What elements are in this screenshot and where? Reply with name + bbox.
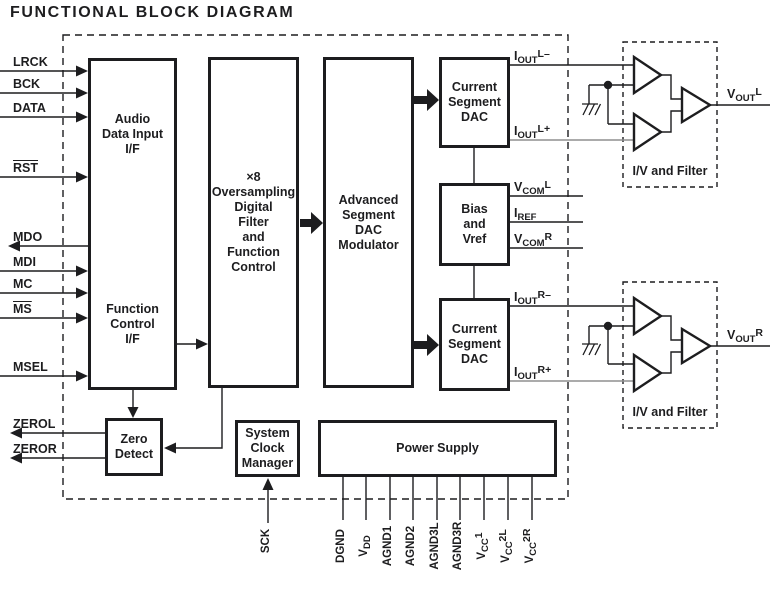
pin-label-ms: $\overline{MS}$ — [13, 302, 32, 316]
op-amp-icon — [634, 114, 661, 150]
pin-label-iref: $I_{REF}$ — [514, 206, 537, 223]
pin-label-zeror: ZEROR — [13, 442, 57, 456]
ground-icon — [582, 344, 601, 355]
arrowhead — [128, 407, 139, 418]
op-amp-icon — [634, 298, 661, 334]
pin-label-ioutr-minus: $I_{OUT}^{R-}$ — [514, 288, 551, 307]
pin-label-dgnd: DGND — [335, 529, 347, 563]
left-input-wires — [0, 71, 78, 376]
osf-to-zero-wire — [175, 388, 222, 448]
pin-label-lrck: LRCK — [13, 55, 48, 69]
op-amp-icon — [634, 57, 661, 93]
pin-label-mdi: MDI — [13, 255, 36, 269]
block-system-clock-manager: System Clock Manager — [235, 420, 300, 477]
pin-label-vdd: $V_{DD}$ — [358, 535, 373, 557]
arrowhead — [76, 66, 88, 77]
junction-dot — [604, 322, 612, 330]
pin-label-ioutr-plus: $I_{OUT}^{R+}$ — [514, 363, 552, 382]
pin-label-zerol: ZEROL — [13, 417, 56, 431]
arrowhead — [164, 443, 176, 454]
pin-label-ioutl-minus: $I_{OUT}^{L-}$ — [514, 47, 550, 66]
pin-label-msel: MSEL — [13, 360, 48, 374]
block-dac-modulator: Advanced Segment DAC Modulator — [323, 57, 414, 388]
ground-icon — [582, 104, 601, 115]
pin-label-sck: SCK — [260, 528, 272, 554]
bus-arrow — [414, 89, 439, 111]
arrowhead — [76, 88, 88, 99]
pin-label-vcomr: $V_{COM}^R$ — [514, 230, 553, 249]
pin-label-agnd3r: AGND3R — [452, 521, 464, 571]
junction-dot — [604, 81, 612, 89]
block-oversampling-filter: ×8 Oversampling Digital Filter and Function Control — [208, 57, 299, 388]
block-power-supply: Power Supply — [318, 420, 557, 477]
pin-label-ioutl-plus: $I_{OUT}^{L+}$ — [514, 122, 551, 141]
block-current-segment-dac-left: Current Segment DAC — [439, 57, 510, 148]
pin-label-mdo: MDO — [13, 230, 43, 244]
arrowhead — [76, 266, 88, 277]
op-amp-icon — [682, 88, 710, 122]
pin-label-data: DATA — [13, 101, 46, 115]
pin-label-agnd3l: AGND3L — [429, 522, 441, 570]
block-audio-function-if — [88, 58, 177, 390]
pin-label-agnd1: AGND1 — [382, 525, 394, 567]
pin-label-vcc2r: $V_{CC}2R$ — [520, 528, 539, 564]
arrowhead — [76, 288, 88, 299]
iv-filter-right-label: I/V and Filter — [632, 405, 708, 419]
pin-label-bck: BCK — [13, 77, 41, 91]
pin-label-vcc1: $V_{CC}1$ — [472, 532, 491, 560]
arrowhead — [196, 339, 208, 350]
arrowhead — [76, 112, 88, 123]
pin-label-vcc2l: $V_{CC}2L$ — [496, 529, 515, 563]
pin-label-voutr: $V_{OUT}^R$ — [727, 326, 763, 345]
pin-label-rst: $\overline{RST}$ — [13, 161, 38, 175]
function-control-if-label: Function Control I/F — [106, 302, 159, 346]
arrowhead — [76, 371, 88, 382]
iv-filter-left-label: I/V and Filter — [632, 164, 708, 178]
pin-label-voutl: $V_{OUT}^L$ — [727, 85, 762, 104]
block-bias-vref: Bias and Vref — [439, 183, 510, 266]
common-node-right-wires — [589, 326, 634, 364]
op-amp-icon — [634, 355, 661, 391]
audio-if-label: Audio Data Input I/F — [101, 112, 164, 156]
pin-label-mc: MC — [13, 277, 33, 291]
page-title: FUNCTIONAL BLOCK DIAGRAM — [10, 4, 295, 21]
block-zero-detect: Zero Detect — [105, 418, 163, 476]
arrowhead — [76, 313, 88, 324]
op-amp-icon — [682, 329, 710, 363]
arrowhead — [76, 172, 88, 183]
bus-arrow — [300, 212, 323, 234]
bus-arrow — [414, 334, 439, 356]
pin-label-vcoml: $V_{COM}^L$ — [514, 178, 551, 197]
block-current-segment-dac-right: Current Segment DAC — [439, 298, 510, 391]
pin-label-agnd2: AGND2 — [405, 525, 417, 567]
